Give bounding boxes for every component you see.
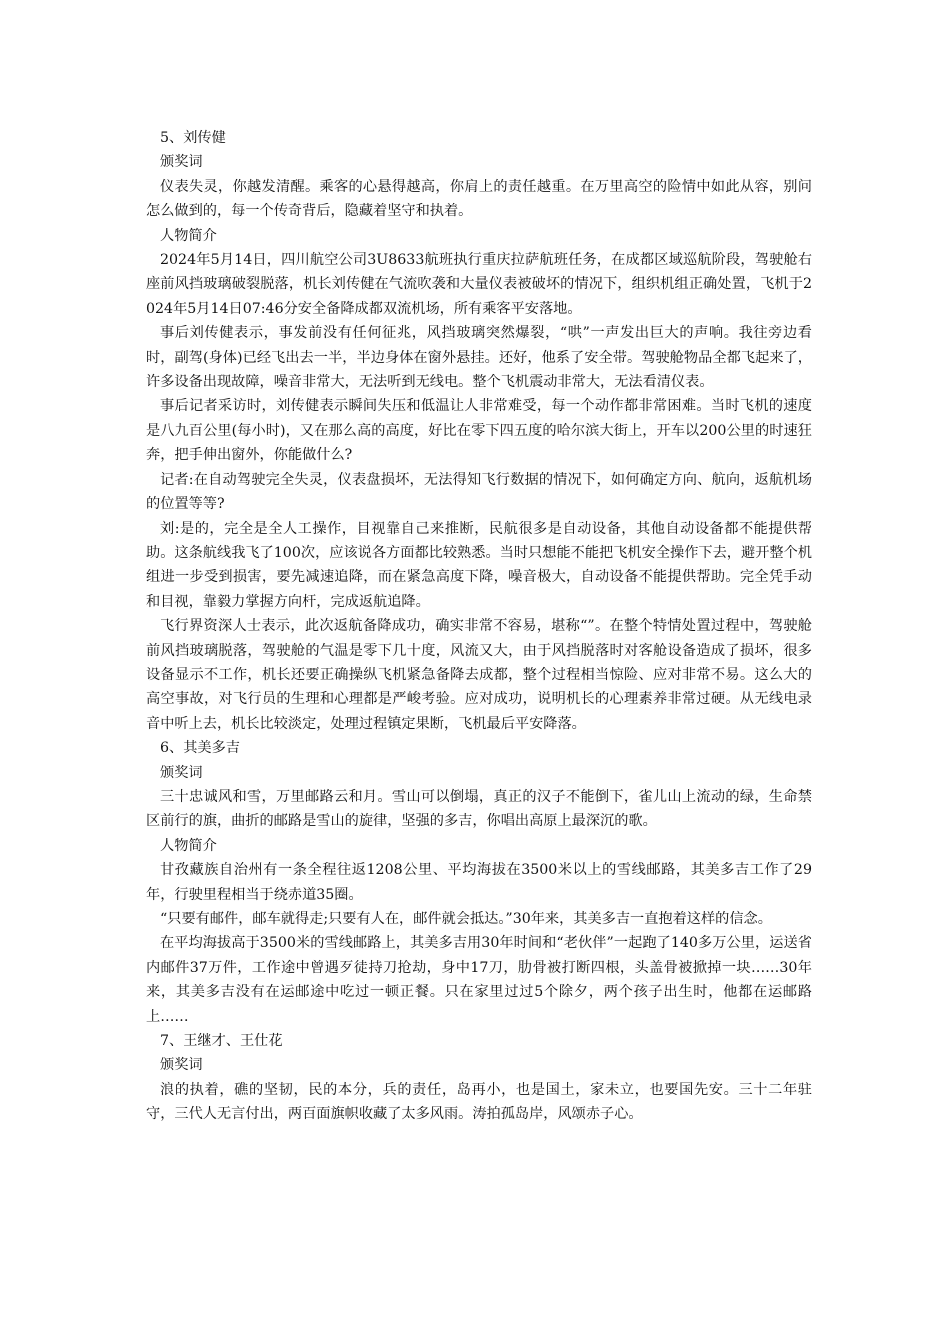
paragraph: 刘:是的，完全是全人工操作，目视靠自己来推断，民航很多是自动设备，其他自动设备都不能提供帮助。这条航线我飞了100次，应该说各方面都比较熟悉。当时只想能不能把飞机安全操作下去，避开整个机组进一步受到损害，要先减速追降，而在紧急高度下降，噪音极大，自动设备不能提供帮助。完全凭手动和目视，靠毅力掌握方向杆，完成返航追降。 [146,520,812,610]
section-title: 5、刘传健 [160,130,226,146]
paragraph: 事后刘传健表示，事发前没有任何征兆，风挡玻璃突然爆裂，“哄”一声发出巨大的声响。我往旁边看时，副驾(身体)已经飞出去一半，半边身体在窗外悬挂。还好，他系了安全带。驾驶舱物品全都飞起来了，许多设备出现故障，噪音非常大，无法听到无线电。整个飞机震动非常大，无法看清仪表。 [146,325,812,391]
paragraph: 甘孜藏族自治州有一条全程往返1208公里、平均海拔在3500米以上的雪线邮路，其美多吉工作了29年，行驶里程相当于绕赤道35圈。 [146,862,812,903]
paragraph: 事后记者采访时，刘传健表示瞬间失压和低温让人非常难受，每一个动作都非常困难。当时飞机的速度是八九百公里(每小时)，又在那么高的高度，好比在零下四五度的哈尔滨大街上，开车以200公里的时速狂奔，把手伸出窗外，你能做什么? [146,398,812,464]
paragraph: “只要有邮件，邮车就得走;只要有人在，邮件就会抵达。”30年来，其美多吉一直抱着这样的信念。 [160,911,772,927]
award-label: 颁奖词 [160,764,203,781]
section-title: 6、其美多吉 [160,740,240,757]
section-wang-jicai-wang-shihua [146,1029,812,1127]
profile-label: 人物简介 [160,837,217,854]
award-label: 颁奖词 [160,154,203,171]
award-text: 三十忠诚风和雪，万里邮路云和月。雪山可以倒塌，真正的汉子不能倒下，雀儿山上流动的绿，生命禁区前行的旗，曲折的邮路是雪山的旋律，坚强的多吉，你唱出高原上最深沉的歌。 [146,788,812,830]
paragraph: 在平均海拔高于3500米的雪线邮路上，其美多吉用30年时间和“老伙伴”一起跑了140多万公里，运送省内邮件37万件，工作途中曾遇歹徒持刀抢劫，身中17刀，肋骨被打断四根，头盖骨被掀掉一块……30年来，其美多吉没有在运邮途中吃过一顿正餐。只在家里过过5个除夕，两个孩子出生时，他都在运邮路上…… [146,935,812,1025]
award-label: 颁奖词 [160,1057,203,1074]
profile-label: 人物简介 [160,227,217,244]
document-page [146,126,812,1127]
award-text: 仪表失灵，你越发清醒。乘客的心悬得越高，你肩上的责任越重。在万里高空的险情中如此从容，别问怎么做到的，每一个传奇背后，隐藏着坚守和执着。 [146,178,812,220]
paragraph: 2024年5月14日，四川航空公司3U8633航班执行重庆拉萨航班任务，在成都区域巡航阶段，驾驶舱右座前风挡玻璃破裂脱落，机长刘传健在气流吹袭和大量仪表被破坏的情况下，组织机组正确处置，飞机于2024年5月14日07:46分安全备降成都双流机场，所有乘客平安落地。 [146,252,812,317]
paragraph: 飞行界资深人士表示，此次返航备降成功，确实非常不容易，堪称“”。在整个特情处置过程中，驾驶舱前风挡玻璃脱落，驾驶舱的气温是零下几十度，风流又大，由于风挡脱落时对客舱设备造成了损坏，很多设备显示不工作，机长还要正确操纵飞机紧急备降去成都，整个过程相当惊险、应对非常不易。这么大的高空事故，对飞行员的生理和心理都是严峻考验。应对成功，说明机长的心理素养非常过硬。从无线电录音中听上去，机长比较淡定，处理过程镇定果断，飞机最后平安降落。 [146,618,812,732]
section-title: 7、王继才、王仕花 [160,1033,283,1050]
section-qimei-duoji [146,736,812,1029]
paragraph: 记者:在自动驾驶完全失灵，仪表盘损坏，无法得知飞行数据的情况下，如何确定方向、航向，返航机场的位置等等? [146,471,812,513]
award-text: 浪的执着，礁的坚韧，民的本分，兵的责任，岛再小，也是国土，家未立，也要国先安。三十二年驻守，三代人无言付出，两百面旗帜收藏了太多风雨。涛拍孤岛岸，风颂赤子心。 [146,1081,812,1123]
section-liu-chuanjian [146,126,812,736]
